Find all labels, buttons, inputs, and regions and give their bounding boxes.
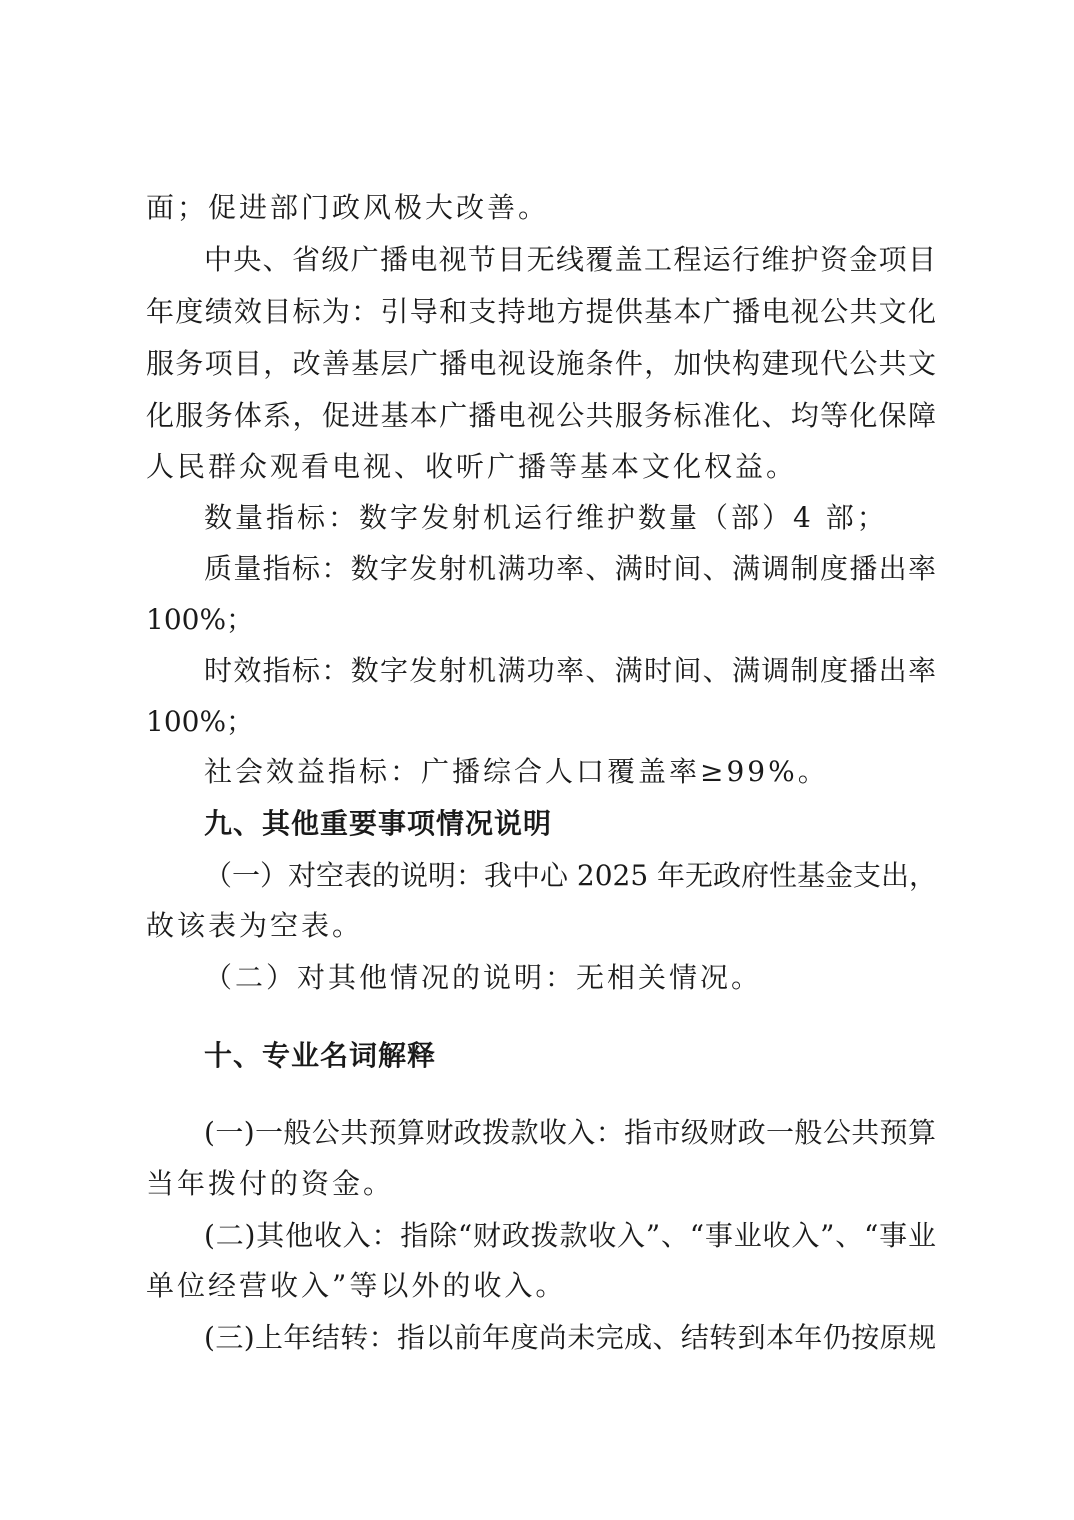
- quality-indicator: 质量指标：数字发射机满功率、满时间、满调制度播出率: [204, 552, 936, 585]
- timeliness-indicator-value: 100%；: [146, 705, 255, 738]
- section-9-item-1: （一）对空表的说明：我中心 2025 年无政府性基金支出，: [204, 859, 938, 892]
- quality-indicator-value: 100%；: [146, 603, 255, 636]
- paragraph-continuation: 面；促进部门政风极大改善。: [146, 191, 550, 224]
- section-9-item-1-cont: 故该表为空表。: [146, 909, 364, 942]
- document-page: [146, 0, 936, 1520]
- paragraph-line: 人民群众观看电视、收听广播等基本文化权益。: [146, 450, 798, 483]
- section-9-heading: 九、其他重要事项情况说明: [204, 807, 553, 840]
- section-10-item-1-cont: 当年拨付的资金。: [146, 1167, 395, 1200]
- section-10-item-2: (二)其他收入：指除“财政拨款收入”、“事业收入”、“事业: [204, 1219, 936, 1252]
- quantity-indicator: 数量指标：数字发射机运行维护数量（部）4 部；: [204, 501, 888, 534]
- section-10-item-1: (一)一般公共预算财政拨款收入：指市级财政一般公共预算: [204, 1116, 936, 1149]
- paragraph-line: 化服务体系，促进基本广播电视公共服务标准化、均等化保障: [146, 399, 936, 432]
- section-10-heading: 十、专业名词解释: [204, 1039, 437, 1072]
- section-9-item-2: （二）对其他情况的说明：无相关情况。: [204, 961, 763, 994]
- paragraph-line: 年度绩效目标为：引导和支持地方提供基本广播电视公共文化: [146, 295, 936, 328]
- paragraph-line: 中央、省级广播电视节目无线覆盖工程运行维护资金项目: [204, 243, 936, 276]
- paragraph-line: 服务项目，改善基层广播电视设施条件，加快构建现代公共文: [146, 347, 936, 380]
- section-10-item-2-cont: 单位经营收入”等以外的收入。: [146, 1269, 567, 1302]
- timeliness-indicator: 时效指标：数字发射机满功率、满时间、满调制度播出率: [204, 654, 936, 687]
- social-benefit-indicator: 社会效益指标：广播综合人口覆盖率≥99%。: [204, 755, 829, 788]
- section-10-item-3: (三)上年结转：指以前年度尚未完成、结转到本年仍按原规: [204, 1321, 936, 1354]
